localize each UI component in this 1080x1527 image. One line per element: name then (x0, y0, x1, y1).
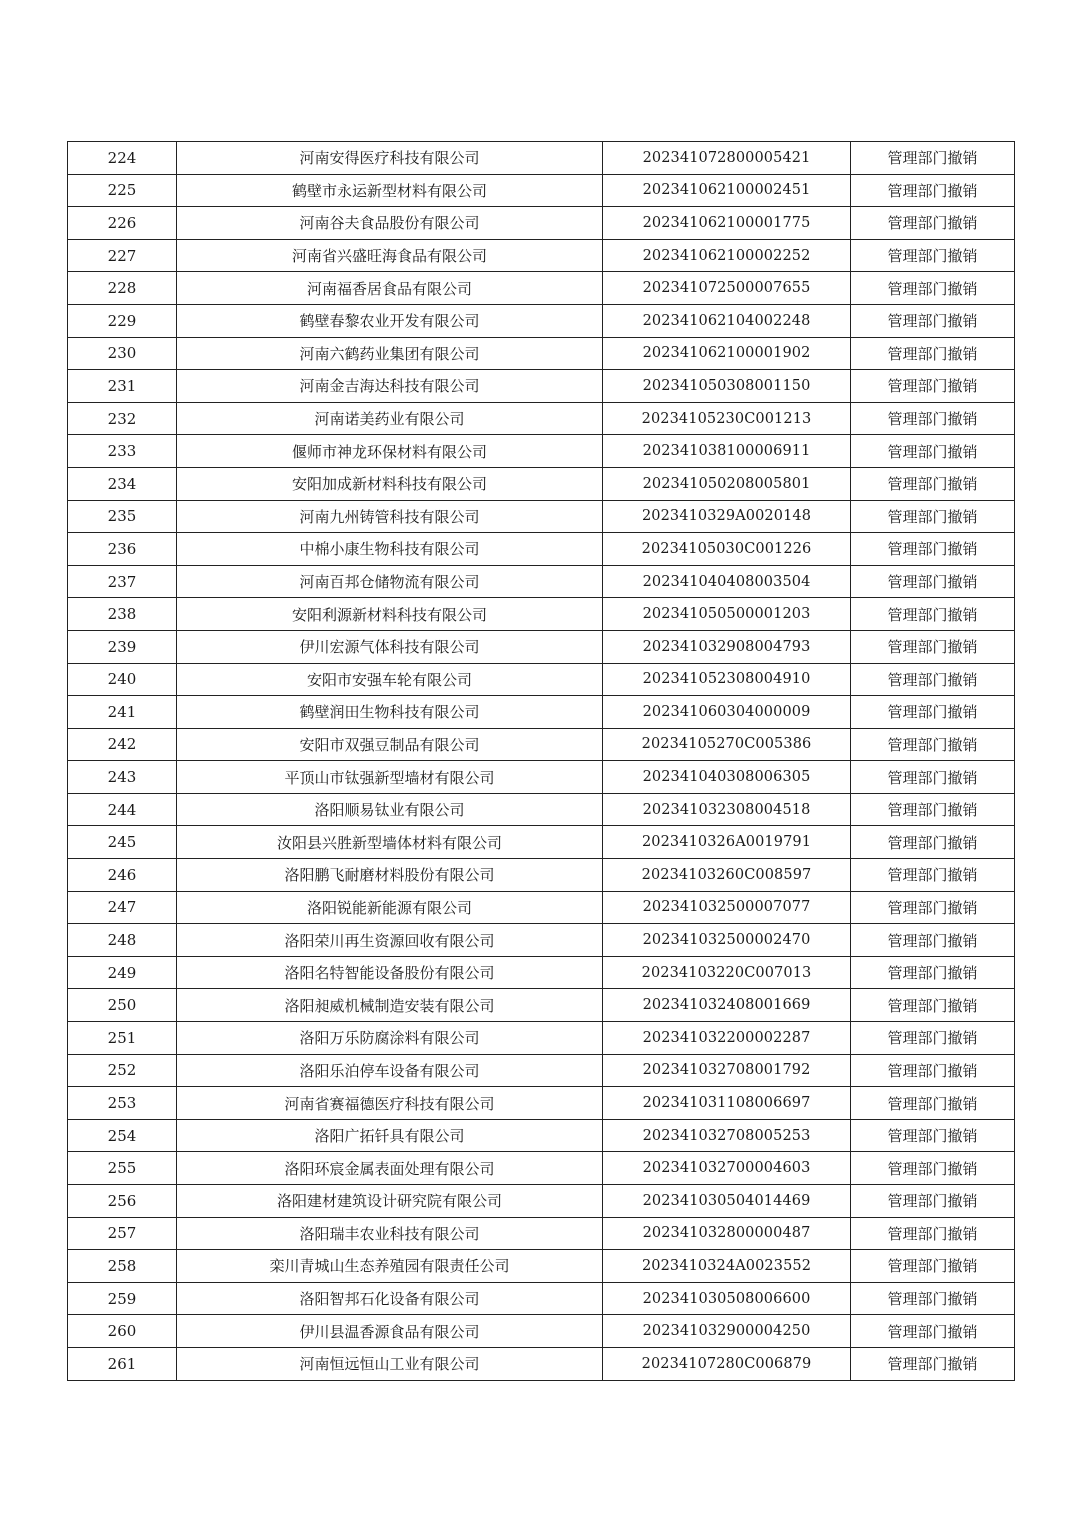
registration-code: 20234105030C001226 (603, 533, 851, 566)
table-row (68, 728, 1015, 761)
status-cell: 管理部门撤销 (851, 663, 1015, 696)
registration-code: 2023410324A0023552 (603, 1250, 851, 1283)
row-number: 255 (68, 1152, 177, 1185)
table-row (68, 1119, 1015, 1152)
registration-code: 202341038100006911 (603, 435, 851, 468)
table-row (68, 207, 1015, 240)
company-name: 鹤壁春黎农业开发有限公司 (177, 304, 603, 337)
table-row (68, 1282, 1015, 1315)
registration-code: 20234105270C005386 (603, 728, 851, 761)
registration-code: 202341072500007655 (603, 272, 851, 305)
status-cell: 管理部门撤销 (851, 1347, 1015, 1380)
row-number: 260 (68, 1315, 177, 1348)
registration-code: 202341072800005421 (603, 142, 851, 175)
company-name: 洛阳荣川再生资源回收有限公司 (177, 924, 603, 957)
company-name: 安阳利源新材料科技有限公司 (177, 598, 603, 631)
company-name: 洛阳广拓钎具有限公司 (177, 1119, 603, 1152)
table-row (68, 402, 1015, 435)
row-number: 261 (68, 1347, 177, 1380)
table-row (68, 1315, 1015, 1348)
status-cell: 管理部门撤销 (851, 500, 1015, 533)
table-row (68, 761, 1015, 794)
row-number: 239 (68, 630, 177, 663)
table-row (68, 1152, 1015, 1185)
status-cell: 管理部门撤销 (851, 565, 1015, 598)
company-name: 汝阳县兴胜新型墙体材料有限公司 (177, 826, 603, 859)
company-name: 河南恒远恒山工业有限公司 (177, 1347, 603, 1380)
row-number: 247 (68, 891, 177, 924)
row-number: 236 (68, 533, 177, 566)
status-cell: 管理部门撤销 (851, 1282, 1015, 1315)
company-name: 河南省兴盛旺海食品有限公司 (177, 239, 603, 272)
status-cell: 管理部门撤销 (851, 1119, 1015, 1152)
registration-code: 202341032408001669 (603, 989, 851, 1022)
row-number: 230 (68, 337, 177, 370)
company-name: 河南六鹤药业集团有限公司 (177, 337, 603, 370)
row-number: 237 (68, 565, 177, 598)
table-row (68, 500, 1015, 533)
table-row (68, 696, 1015, 729)
status-cell: 管理部门撤销 (851, 1185, 1015, 1218)
registration-code: 202341031108006697 (603, 1087, 851, 1120)
table-row (68, 533, 1015, 566)
row-number: 233 (68, 435, 177, 468)
row-number: 250 (68, 989, 177, 1022)
registration-code: 202341032500002470 (603, 924, 851, 957)
status-cell: 管理部门撤销 (851, 174, 1015, 207)
company-name: 平顶山市钛强新型墙材有限公司 (177, 761, 603, 794)
row-number: 252 (68, 1054, 177, 1087)
registration-code: 202341032200002287 (603, 1022, 851, 1055)
registration-code: 202341030508006600 (603, 1282, 851, 1315)
row-number: 225 (68, 174, 177, 207)
status-cell: 管理部门撤销 (851, 924, 1015, 957)
status-cell: 管理部门撤销 (851, 142, 1015, 175)
row-number: 245 (68, 826, 177, 859)
registration-code: 202341060304000009 (603, 696, 851, 729)
table-row (68, 174, 1015, 207)
row-number: 254 (68, 1119, 177, 1152)
company-name: 栾川青城山生态养殖园有限责任公司 (177, 1250, 603, 1283)
registration-code: 202341032708001792 (603, 1054, 851, 1087)
revocation-table (67, 141, 1015, 1381)
table-body (68, 142, 1015, 1381)
row-number: 259 (68, 1282, 177, 1315)
company-name: 河南金吉海达科技有限公司 (177, 370, 603, 403)
row-number: 224 (68, 142, 177, 175)
registration-code: 20234103220C007013 (603, 956, 851, 989)
table-row (68, 1087, 1015, 1120)
status-cell: 管理部门撤销 (851, 337, 1015, 370)
row-number: 238 (68, 598, 177, 631)
table-row (68, 370, 1015, 403)
company-name: 河南九州铸管科技有限公司 (177, 500, 603, 533)
registration-code: 2023410329A0020148 (603, 500, 851, 533)
company-name: 安阳市双强豆制品有限公司 (177, 728, 603, 761)
company-name: 鹤壁市永运新型材料有限公司 (177, 174, 603, 207)
table-row (68, 304, 1015, 337)
table-row (68, 630, 1015, 663)
company-name: 偃师市神龙环保材料有限公司 (177, 435, 603, 468)
row-number: 249 (68, 956, 177, 989)
row-number: 251 (68, 1022, 177, 1055)
status-cell: 管理部门撤销 (851, 1022, 1015, 1055)
registration-code: 20234103260C008597 (603, 859, 851, 892)
company-name: 河南福香居食品有限公司 (177, 272, 603, 305)
row-number: 227 (68, 239, 177, 272)
status-cell: 管理部门撤销 (851, 370, 1015, 403)
status-cell: 管理部门撤销 (851, 728, 1015, 761)
row-number: 248 (68, 924, 177, 957)
status-cell: 管理部门撤销 (851, 989, 1015, 1022)
company-name: 洛阳建材建筑设计研究院有限公司 (177, 1185, 603, 1218)
company-name: 洛阳名特智能设备股份有限公司 (177, 956, 603, 989)
status-cell: 管理部门撤销 (851, 826, 1015, 859)
company-name: 洛阳万乐防腐涂料有限公司 (177, 1022, 603, 1055)
row-number: 226 (68, 207, 177, 240)
status-cell: 管理部门撤销 (851, 467, 1015, 500)
table-row (68, 565, 1015, 598)
registration-code: 202341050500001203 (603, 598, 851, 631)
registration-code: 202341040408003504 (603, 565, 851, 598)
registration-code: 202341032900004250 (603, 1315, 851, 1348)
table-row (68, 142, 1015, 175)
registration-code: 202341032500007077 (603, 891, 851, 924)
status-cell: 管理部门撤销 (851, 598, 1015, 631)
company-name: 鹤壁润田生物科技有限公司 (177, 696, 603, 729)
row-number: 246 (68, 859, 177, 892)
registration-code: 20234107280C006879 (603, 1347, 851, 1380)
table-row (68, 435, 1015, 468)
company-name: 洛阳智邦石化设备有限公司 (177, 1282, 603, 1315)
status-cell: 管理部门撤销 (851, 402, 1015, 435)
table-row (68, 1022, 1015, 1055)
table-row (68, 272, 1015, 305)
status-cell: 管理部门撤销 (851, 1217, 1015, 1250)
company-name: 河南百邦仓储物流有限公司 (177, 565, 603, 598)
status-cell: 管理部门撤销 (851, 1250, 1015, 1283)
registration-code: 20234105230C001213 (603, 402, 851, 435)
company-name: 伊川宏源气体科技有限公司 (177, 630, 603, 663)
company-name: 安阳市安强车轮有限公司 (177, 663, 603, 696)
registration-code: 202341032908004793 (603, 630, 851, 663)
company-name: 洛阳瑞丰农业科技有限公司 (177, 1217, 603, 1250)
status-cell: 管理部门撤销 (851, 859, 1015, 892)
row-number: 256 (68, 1185, 177, 1218)
registration-code: 202341032708005253 (603, 1119, 851, 1152)
company-name: 河南省赛福德医疗科技有限公司 (177, 1087, 603, 1120)
table-row (68, 891, 1015, 924)
registration-code: 202341052308004910 (603, 663, 851, 696)
company-name: 伊川县温香源食品有限公司 (177, 1315, 603, 1348)
row-number: 244 (68, 793, 177, 826)
row-number: 253 (68, 1087, 177, 1120)
row-number: 235 (68, 500, 177, 533)
registration-code: 202341032700004603 (603, 1152, 851, 1185)
status-cell: 管理部门撤销 (851, 1152, 1015, 1185)
table-row (68, 337, 1015, 370)
status-cell: 管理部门撤销 (851, 630, 1015, 663)
status-cell: 管理部门撤销 (851, 1054, 1015, 1087)
registration-code: 202341062100001902 (603, 337, 851, 370)
status-cell: 管理部门撤销 (851, 793, 1015, 826)
registration-code: 2023410326A0019791 (603, 826, 851, 859)
company-name: 洛阳鹏飞耐磨材料股份有限公司 (177, 859, 603, 892)
status-cell: 管理部门撤销 (851, 1315, 1015, 1348)
registration-code: 202341062100002451 (603, 174, 851, 207)
table-row (68, 1054, 1015, 1087)
company-name: 洛阳环宸金属表面处理有限公司 (177, 1152, 603, 1185)
table-row (68, 793, 1015, 826)
table-row (68, 826, 1015, 859)
registration-code: 202341032308004518 (603, 793, 851, 826)
row-number: 234 (68, 467, 177, 500)
company-name: 洛阳乐泊停车设备有限公司 (177, 1054, 603, 1087)
table-row (68, 1347, 1015, 1380)
status-cell: 管理部门撤销 (851, 272, 1015, 305)
company-name: 中棉小康生物科技有限公司 (177, 533, 603, 566)
status-cell: 管理部门撤销 (851, 956, 1015, 989)
table-row (68, 598, 1015, 631)
table-row (68, 859, 1015, 892)
status-cell: 管理部门撤销 (851, 207, 1015, 240)
row-number: 231 (68, 370, 177, 403)
row-number: 240 (68, 663, 177, 696)
company-name: 洛阳顺易钛业有限公司 (177, 793, 603, 826)
row-number: 258 (68, 1250, 177, 1283)
registration-code: 202341040308006305 (603, 761, 851, 794)
registration-code: 202341030504014469 (603, 1185, 851, 1218)
row-number: 257 (68, 1217, 177, 1250)
company-name: 河南安得医疗科技有限公司 (177, 142, 603, 175)
table-row (68, 467, 1015, 500)
registration-code: 202341050308001150 (603, 370, 851, 403)
registration-code: 202341050208005801 (603, 467, 851, 500)
row-number: 232 (68, 402, 177, 435)
status-cell: 管理部门撤销 (851, 239, 1015, 272)
table-row (68, 239, 1015, 272)
table-row (68, 956, 1015, 989)
table-row (68, 989, 1015, 1022)
status-cell: 管理部门撤销 (851, 891, 1015, 924)
registration-code: 202341062100001775 (603, 207, 851, 240)
status-cell: 管理部门撤销 (851, 304, 1015, 337)
table-row (68, 1217, 1015, 1250)
table-row (68, 1250, 1015, 1283)
row-number: 243 (68, 761, 177, 794)
table-row (68, 924, 1015, 957)
row-number: 242 (68, 728, 177, 761)
status-cell: 管理部门撤销 (851, 533, 1015, 566)
registration-code: 202341062104002248 (603, 304, 851, 337)
row-number: 229 (68, 304, 177, 337)
company-name: 洛阳昶威机械制造安装有限公司 (177, 989, 603, 1022)
company-name: 河南诺美药业有限公司 (177, 402, 603, 435)
table-row (68, 663, 1015, 696)
status-cell: 管理部门撤销 (851, 696, 1015, 729)
status-cell: 管理部门撤销 (851, 435, 1015, 468)
status-cell: 管理部门撤销 (851, 761, 1015, 794)
company-name: 安阳加成新材料科技有限公司 (177, 467, 603, 500)
company-name: 河南谷夫食品股份有限公司 (177, 207, 603, 240)
registration-code: 202341062100002252 (603, 239, 851, 272)
row-number: 228 (68, 272, 177, 305)
table-row (68, 1185, 1015, 1218)
row-number: 241 (68, 696, 177, 729)
registration-code: 202341032800000487 (603, 1217, 851, 1250)
status-cell: 管理部门撤销 (851, 1087, 1015, 1120)
company-name: 洛阳锐能新能源有限公司 (177, 891, 603, 924)
